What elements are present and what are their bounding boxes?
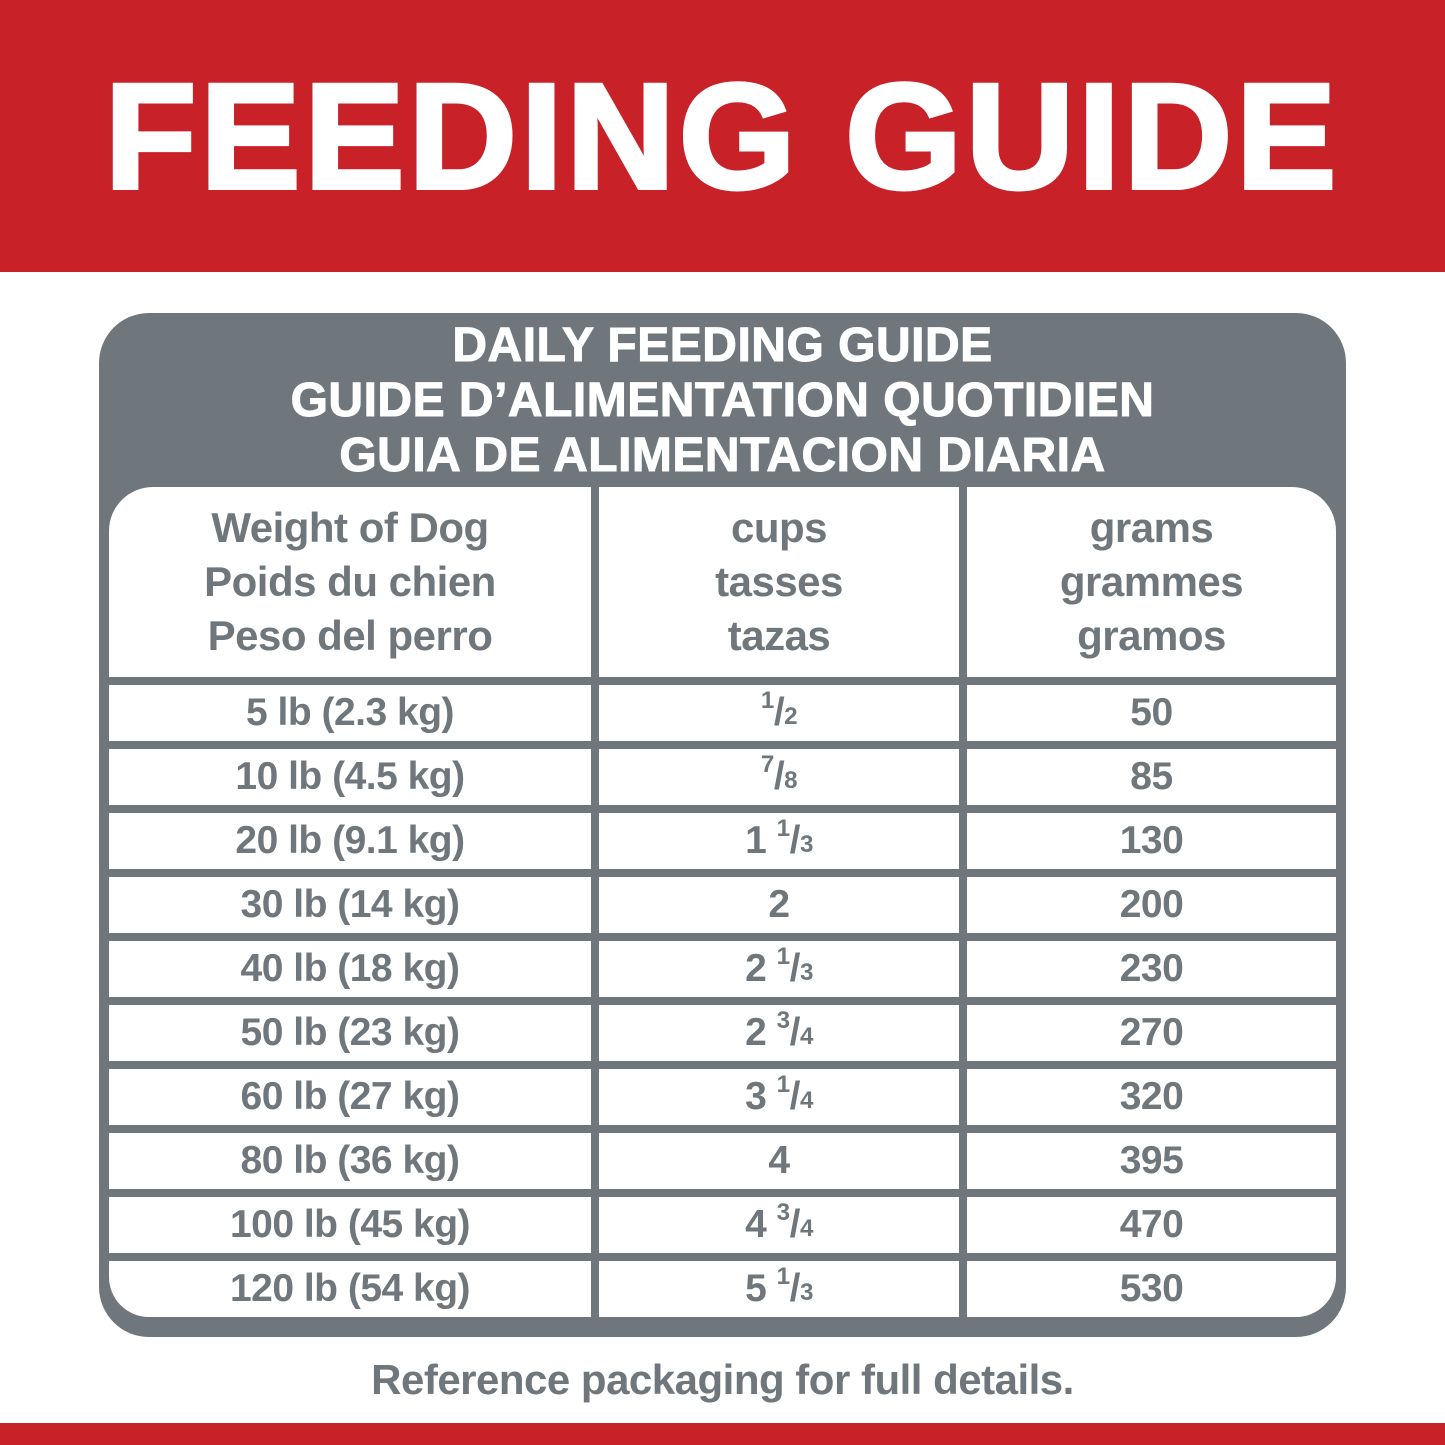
daily-guide-title xyxy=(109,313,1336,487)
column-header-cups-en: cups xyxy=(730,504,828,551)
grams-cell: 50 xyxy=(967,685,1336,749)
cups-cell: 4 $^3$ / $_4$ xyxy=(599,1197,967,1261)
grams-cell: 230 xyxy=(967,941,1336,1005)
cups-cell: $^1$ / $_2$ xyxy=(599,685,967,749)
cups-cell: $^7$ / $_8$ xyxy=(599,749,967,813)
weight-cell: 80 lb (36 kg) xyxy=(109,1133,599,1197)
feeding-table xyxy=(109,487,1336,1317)
cups-cell: 3 $^1$ / $_4$ xyxy=(599,1069,967,1133)
column-header-weight-fr: Poids du chien xyxy=(204,558,496,605)
weight-cell: 40 lb (18 kg) xyxy=(109,941,599,1005)
grams-cell: 530 xyxy=(1119,1267,1184,1310)
cups-cell: 5 $^1$ / $_3$ xyxy=(599,1261,967,1317)
weight-cell: 100 lb (45 kg) xyxy=(109,1197,599,1261)
cups-cell: 2 xyxy=(599,877,967,941)
column-header-cups xyxy=(599,487,967,685)
column-header-grams-en: grams xyxy=(1089,504,1214,551)
cups-cell: 2 $^1$ / $_3$ xyxy=(599,941,967,1005)
column-header-weight-es: Peso del perro xyxy=(207,612,493,659)
grams-cell: 320 xyxy=(967,1069,1336,1133)
footnote-text: Reference packaging for full details. xyxy=(371,1356,1074,1403)
feeding-guide-title: FEEDING GUIDE xyxy=(104,52,1341,220)
grams-cell: 470 xyxy=(967,1197,1336,1261)
weight-cell: 60 lb (27 kg) xyxy=(109,1069,599,1133)
daily-feeding-guide-card xyxy=(99,313,1346,1337)
column-header-cups-es: tazas xyxy=(727,612,831,659)
column-header-cups-fr: tasses xyxy=(715,558,843,605)
footnote-area xyxy=(0,1337,1445,1423)
grams-cell: 270 xyxy=(967,1005,1336,1069)
daily-guide-title-fr: GUIDE D’ALIMENTATION QUOTIDIEN xyxy=(290,373,1155,427)
column-header-weight-en: Weight of Dog xyxy=(211,504,489,551)
grams-cell: 200 xyxy=(967,877,1336,941)
daily-guide-title-es: GUIA DE ALIMENTACION DIARIA xyxy=(339,428,1106,482)
daily-guide-title-en: DAILY FEEDING GUIDE xyxy=(452,318,993,372)
cups-cell: 4 xyxy=(599,1133,967,1197)
grams-cell: 85 xyxy=(967,749,1336,813)
column-header-weight xyxy=(109,487,599,685)
column-header-grams xyxy=(967,487,1336,685)
bottom-red-bar xyxy=(0,1423,1445,1445)
grams-cell: 130 xyxy=(967,813,1336,877)
grams-cell: 395 xyxy=(967,1133,1336,1197)
weight-cell: 30 lb (14 kg) xyxy=(109,877,599,941)
column-header-grams-fr: grammes xyxy=(1059,558,1244,605)
cups-cell: 1 $^1$ / $_3$ xyxy=(599,813,967,877)
weight-cell: 20 lb (9.1 kg) xyxy=(109,813,599,877)
weight-cell: 120 lb (54 kg) xyxy=(109,1261,599,1317)
weight-cell: 5 lb (2.3 kg) xyxy=(109,685,599,749)
column-header-grams-es: gramos xyxy=(1077,612,1226,659)
cups-cell: 2 $^3$ / $_4$ xyxy=(599,1005,967,1069)
feeding-guide-banner xyxy=(0,0,1445,272)
weight-cell: 50 lb (23 kg) xyxy=(109,1005,599,1069)
weight-cell: 10 lb (4.5 kg) xyxy=(109,749,599,813)
